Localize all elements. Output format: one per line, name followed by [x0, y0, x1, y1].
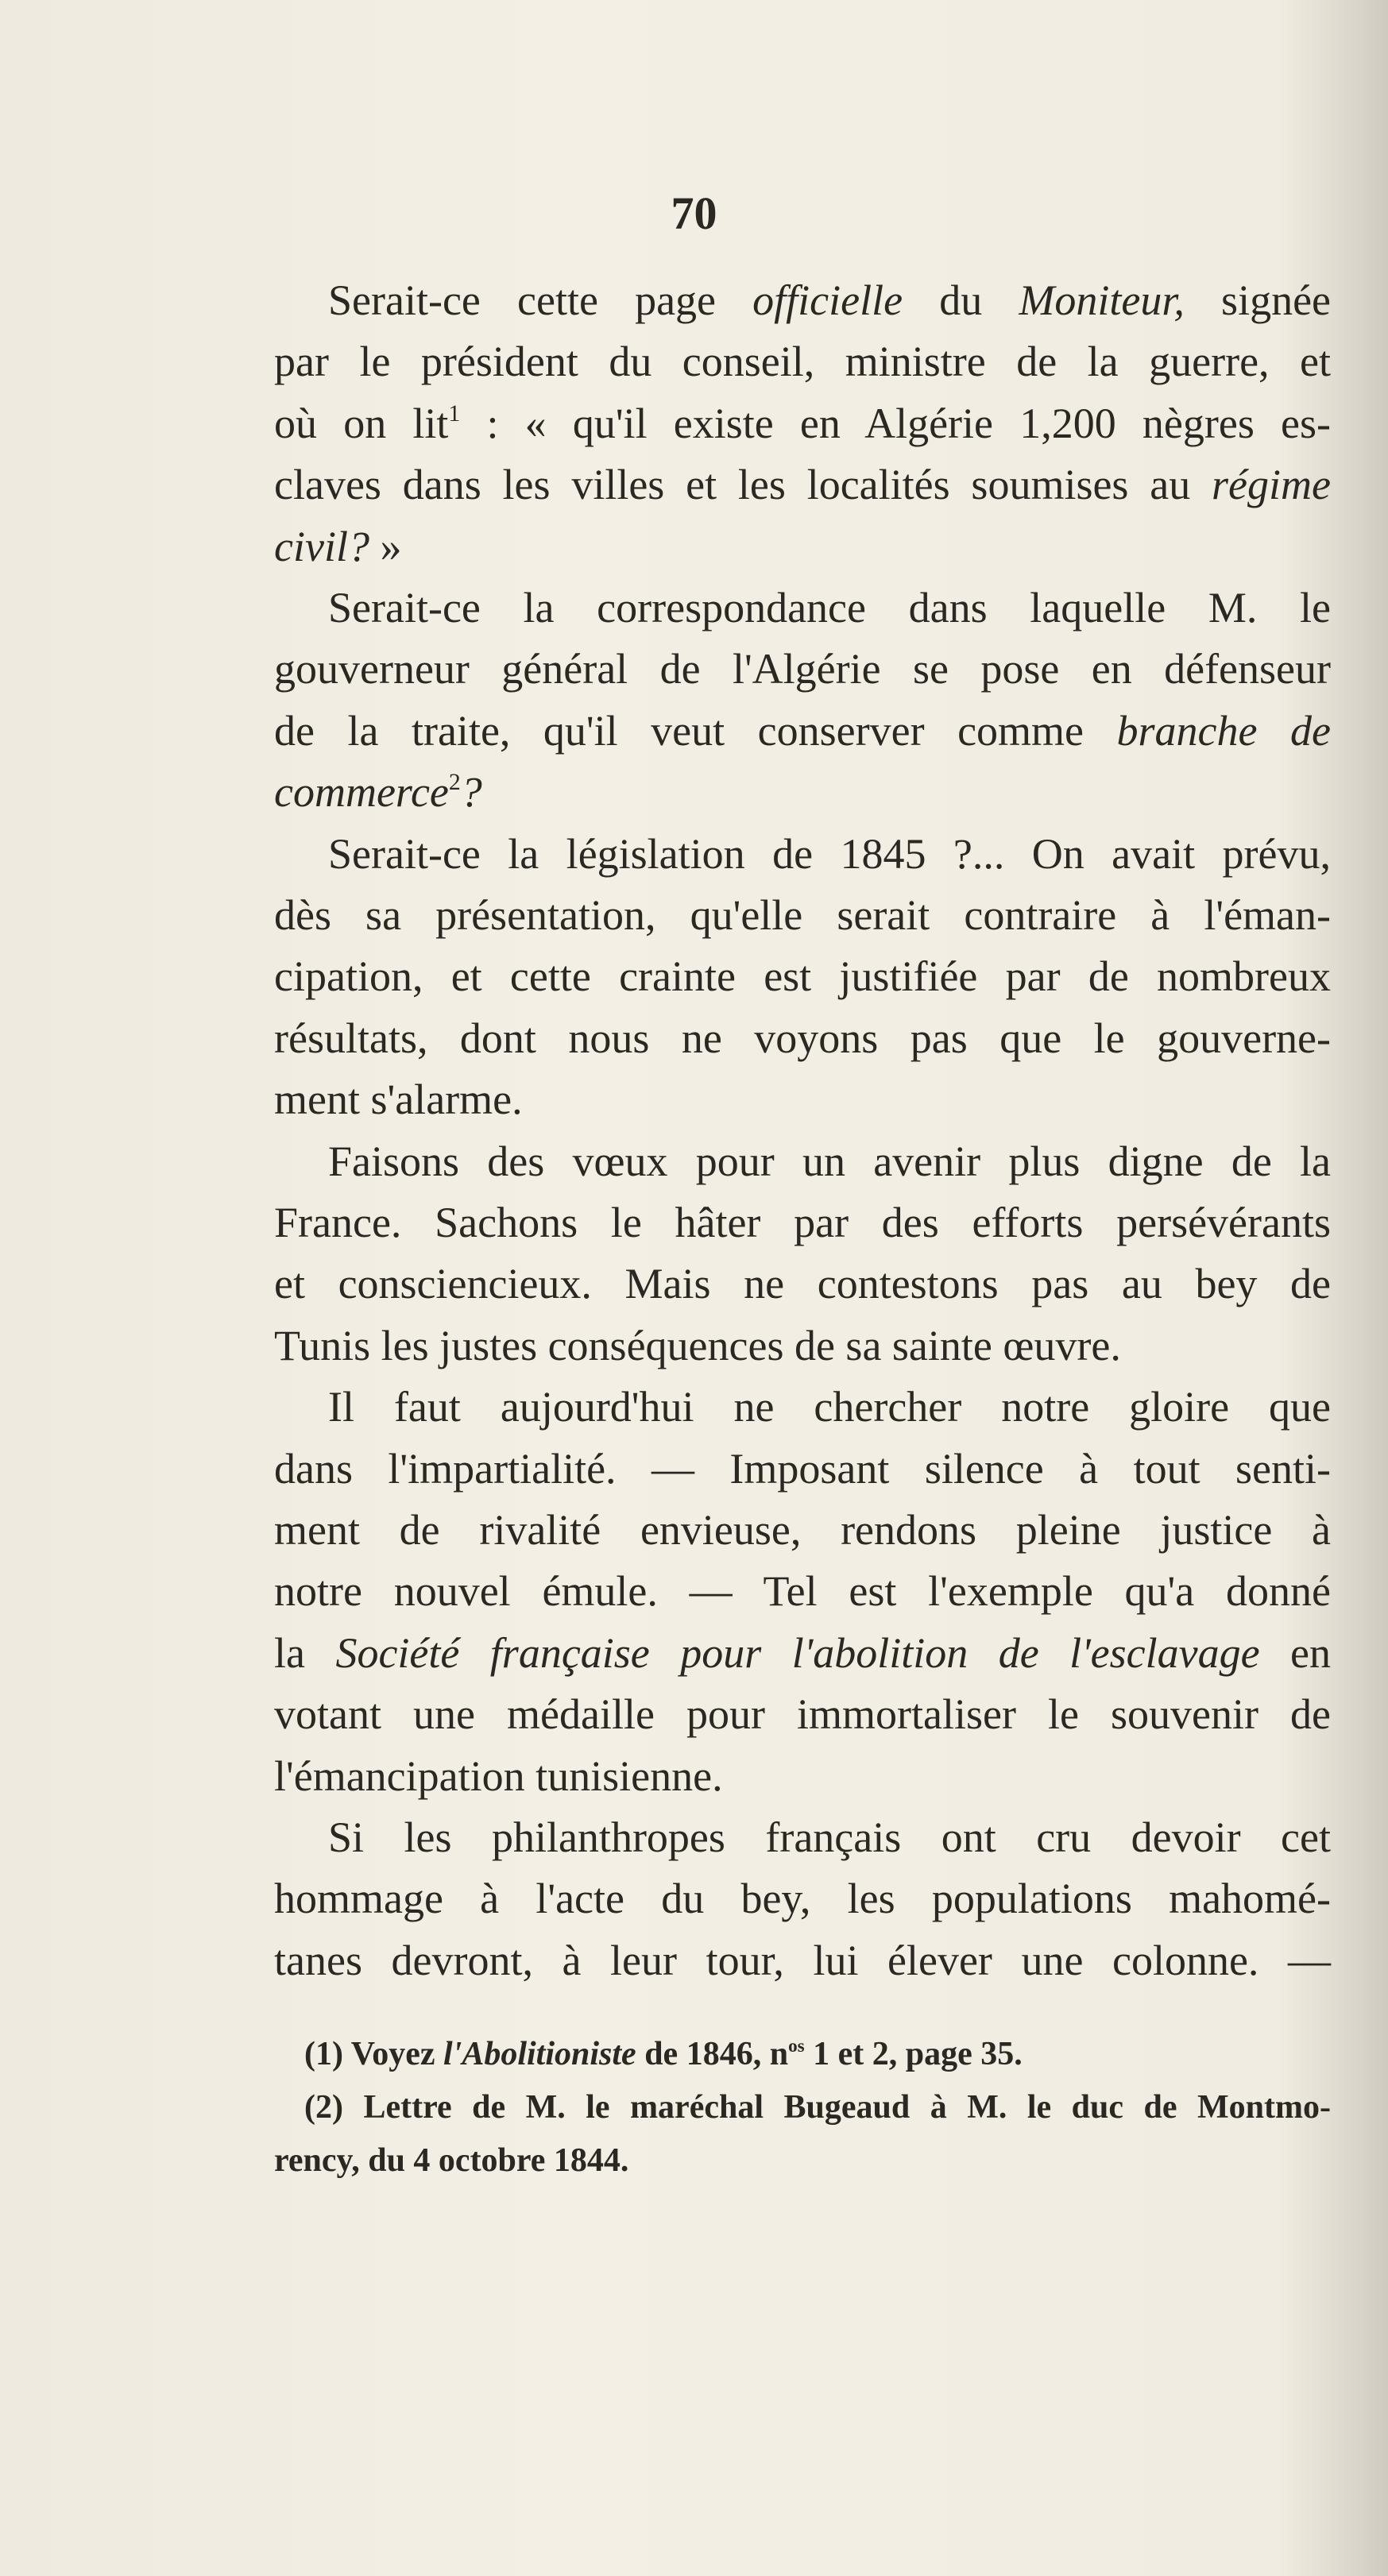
text-segment: et consciencieux. Mais ne contestons pas au bey de [274, 1260, 1331, 1308]
italic-text: régime [1212, 461, 1331, 509]
footnote-line [304, 2028, 1331, 2081]
text-segment: du [903, 276, 1019, 324]
text-segment: Serait-ce cette page [328, 276, 753, 324]
italic-text: branche de [1116, 706, 1331, 755]
text-line [274, 1684, 1331, 1745]
text-segment: dès sa présentation, qu'elle serait contraire à l'éman- [274, 891, 1331, 939]
superscript: os [788, 2034, 805, 2056]
superscript: 1 [448, 401, 461, 427]
text-segment: de 1846, n [636, 2036, 789, 2072]
text-line [328, 824, 1331, 885]
text-segment: ment de rivalité envieuse, rendons pleine justice à [274, 1506, 1331, 1554]
footnote-line [274, 2134, 1331, 2188]
text-segment: Il faut aujourd'hui ne chercher notre gloire que [328, 1383, 1331, 1431]
text-line [274, 1930, 1331, 1991]
text-line [274, 1069, 1331, 1130]
text-segment: la [274, 1628, 336, 1677]
text-line [328, 577, 1331, 639]
text-line [274, 1623, 1331, 1684]
text-segment: résultats, dont nous ne voyons pas que le gouverne- [274, 1014, 1331, 1062]
italic-text: officielle [752, 276, 903, 324]
text-segment: (1) Voyez [304, 2036, 443, 2072]
text-line [274, 1008, 1331, 1069]
text-line [274, 393, 1331, 454]
text-segment: rency, du 4 octobre 1844. [274, 2142, 629, 2179]
text-segment: » [369, 522, 402, 570]
text-segment: où on lit [274, 399, 449, 447]
text-segment: France. Sachons le hâter par des efforts persévérants [274, 1199, 1331, 1246]
text-line [274, 701, 1331, 762]
text-line [274, 454, 1331, 516]
text-line [274, 1192, 1331, 1253]
text-segment: cipation, et cette crainte est justifiée par de nombreux [274, 952, 1331, 1001]
text-line [274, 885, 1331, 946]
text-line [274, 1500, 1331, 1561]
text-line [274, 1561, 1331, 1622]
text-line [274, 1253, 1331, 1315]
text-segment: claves dans les villes et les localités soumises au [274, 461, 1212, 509]
text-segment: notre nouvel émule. — Tel est l'exemple qu'a donné [274, 1567, 1331, 1616]
text-segment: dans l'impartialité. — Imposant silence à tout senti- [274, 1444, 1331, 1493]
italic-text: commerce [274, 768, 449, 817]
text-segment: signée [1184, 276, 1332, 324]
page-number: 70 [671, 187, 717, 239]
italic-text: ? [460, 768, 482, 817]
text-segment: Serait-ce la législation de 1845 ?... On avait prévu, [328, 829, 1331, 878]
text-segment: en [1259, 1628, 1331, 1677]
text-segment: de la traite, qu'il veut conserver comme [274, 706, 1117, 755]
text-segment: Si les philanthropes français ont cru devoir cet [328, 1813, 1331, 1861]
text-line [328, 1131, 1331, 1192]
text-line [328, 1377, 1331, 1438]
italic-text: Société française pour l'abolition de l'esclavage [335, 1628, 1260, 1677]
text-segment: gouverneur général de l'Algérie se pose en défenseur [274, 645, 1331, 693]
text-line [274, 516, 1331, 577]
italic-text: l'Abolitioniste [443, 2036, 636, 2072]
superscript: 2 [448, 770, 461, 796]
text-segment: Faisons des vœux pour un avenir plus digne de la [328, 1137, 1331, 1185]
text-segment: votant une médaille pour immortaliser le souvenir de [274, 1690, 1331, 1739]
text-segment: l'émancipation tunisienne. [274, 1751, 723, 1800]
italic-text: civil? [274, 522, 369, 570]
text-line [274, 1315, 1331, 1377]
text-line [328, 270, 1331, 331]
text-segment: 1 et 2, page 35. [804, 2036, 1023, 2072]
text-segment: ment s'alarme. [274, 1076, 523, 1124]
text-line [328, 1807, 1331, 1868]
text-segment: Serait-ce la correspondance dans laquelle M. le [328, 584, 1331, 631]
text-segment: (2) Lettre de M. le maréchal Bugeaud à M. le duc de Montmo- [304, 2089, 1331, 2126]
text-segment: : « qu'il existe en Algérie 1,200 nègres es- [460, 399, 1331, 447]
text-line [274, 762, 1331, 823]
text-line [274, 1746, 1331, 1807]
text-segment: par le président du conseil, ministre de la guerre, et [274, 338, 1331, 386]
text-segment: Tunis les justes conséquences de sa sainte œuvre. [274, 1321, 1121, 1369]
text-segment: tanes devront, à leur tour, lui élever une colonne. — [274, 1936, 1331, 1984]
text-segment: hommage à l'acte du bey, les populations mahomé- [274, 1875, 1331, 1923]
text-line [274, 1439, 1331, 1500]
italic-text: Moniteur, [1019, 276, 1185, 324]
footnote-line [304, 2081, 1331, 2134]
text-line [274, 946, 1331, 1007]
text-line [274, 331, 1331, 392]
text-line [274, 639, 1331, 700]
text-line [274, 1868, 1331, 1929]
